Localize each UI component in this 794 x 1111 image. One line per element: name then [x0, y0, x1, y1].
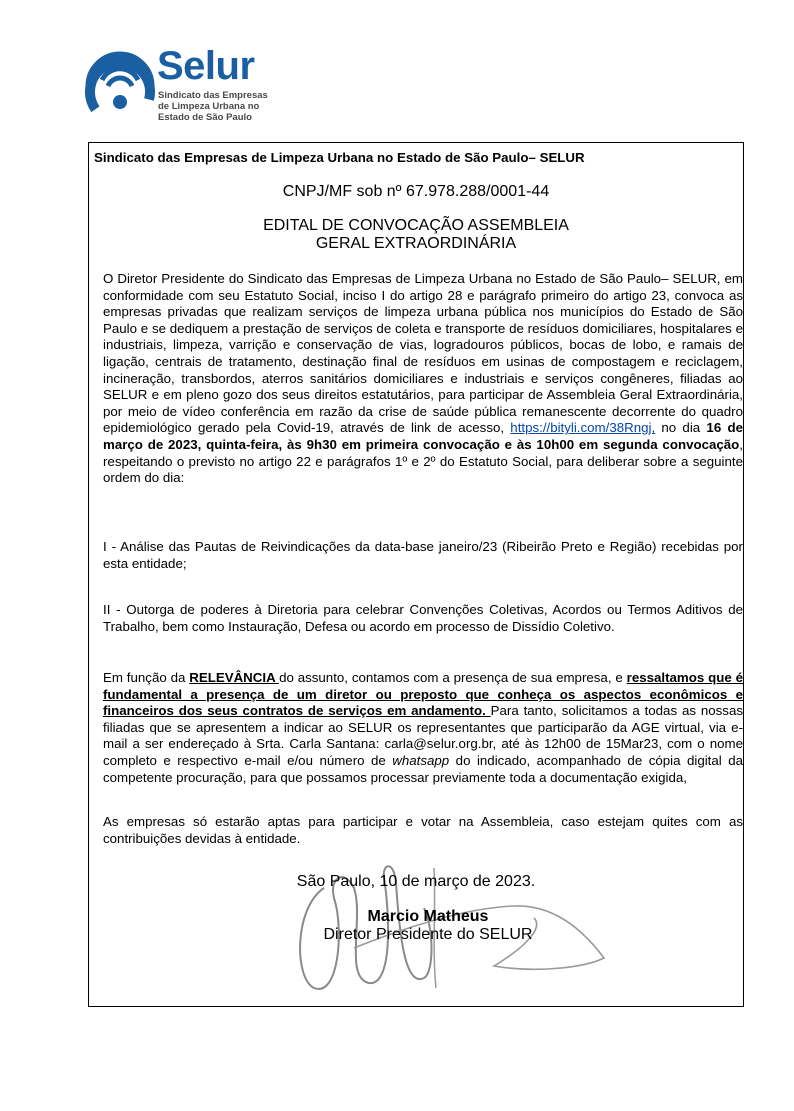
- relevance-text: Para tanto, solicitamos a todas as nossas filiadas que se apresentem a indicar ao SELUR os representantes que participarão da AGE virtual, via e-mail a ser endereçado à Srta. Carla Santana: carla@selur.org.br, até às 12h00 de 15Mar23, com o nome completo e respectivo e-mail e/ou número de: [103, 703, 743, 768]
- cnpj-line: CNPJ/MF sob nº 67.978.288/0001-44: [282, 183, 550, 200]
- logo-tagline-line: Sindicato das Empresas: [158, 90, 268, 101]
- relevance-text: do assunto, contamos com a presença de sua empresa, e: [279, 670, 627, 685]
- agenda-item-2: II - Outorga de poderes à Diretoria para celebrar Convenções Coletivas, Acordos ou Termos Aditivos de Trabalho, bem como Instauração, Defesa ou acordo em processo de Dissídio Coletivo.: [103, 602, 743, 634]
- meeting-date: 16 de março de 2023, quinta-feira, às 9h30 em primeira convocação e às 10h00 em segunda convocação: [103, 420, 743, 452]
- intro-text: , respeitando o previsto no artigo 22 e parágrafos 1º e 2º do Estatuto Social, para deliberar sobre a seguinte ordem do dia:: [103, 436, 743, 486]
- notice-title-line: EDITAL DE CONVOCAÇÃO ASSEMBLEIA: [263, 217, 569, 234]
- relevance-emphasis: RELEVÂNCIA: [189, 670, 280, 685]
- relevance-text: do indicado, acompanhado de cópia digital da competente procuração, para que possamos processar previamente toda a documentação exigida,: [103, 752, 743, 785]
- signer-name: Marcio Matheus: [367, 908, 489, 925]
- intro-text: no dia: [655, 420, 707, 436]
- intro-paragraph: [103, 271, 743, 487]
- notice-frame: [88, 142, 744, 1007]
- notice-title-line: GERAL EXTRAORDINÁRIA: [315, 235, 517, 252]
- whatsapp-term: whatsapp: [392, 752, 450, 768]
- relevance-requirement: ressaltamos que é fundamental a presença de um diretor ou preposto que conheça os aspectos econômicos e financeiros dos seus contratos de serviços em andamento.: [103, 670, 744, 719]
- relevance-paragraph: [103, 670, 743, 786]
- logo-wordmark: Selur: [157, 44, 255, 88]
- notice-title: [89, 217, 743, 253]
- agenda-item-1: I - Análise das Pautas de Reivindicações da data-base janeiro/23 (Ribeirão Preto e Região) recebidas por esta entidade;: [103, 539, 743, 571]
- selur-logo-icon: [84, 42, 156, 128]
- logo-tagline: [158, 90, 268, 123]
- logo-tagline-line: Estado de São Paulo: [158, 112, 252, 123]
- closing-paragraph: As empresas só estarão aptas para participar e votar na Assembleia, caso estejam quites com as contribuições devidas à entidade.: [103, 814, 743, 846]
- signer-role: Diretor Presidente do SELUR: [323, 926, 533, 943]
- document-heading: Sindicato das Empresas de Limpeza Urbana no Estado de São Paulo– SELUR: [94, 150, 585, 165]
- meeting-link[interactable]: https://bityli.com/38Rngj,: [510, 420, 656, 436]
- selur-logo: [84, 42, 284, 128]
- signature-date: São Paulo, 10 de março de 2023.: [296, 873, 536, 890]
- logo-tagline-line: de Limpeza Urbana no: [158, 101, 260, 112]
- intro-text: O Diretor Presidente do Sindicato das Empresas de Limpeza Urbana no Estado de São Paulo– SELUR, em conformidade com seu Estatuto Social, inciso I do artigo 28 e parágrafo primeiro do artigo 23, convoca as empresas privadas que realizam serviços de limpeza urbana pública nos municípios do Estado de São Paulo e se dediquem a prestação de serviços de coleta e transporte de resíduos domiciliares, hospitalares e industriais, limpeza, varrição e conservação de vias, logradouros públicos, bocas de lobo, e ramais de ligação, centrais de tratamento, destinação final de resíduos em usinas de compostagem e reciclagem, incineração, transbordos, aterros sanitários domiciliares e industriais e serviços congêneres, filiadas ao SELUR e em pleno gozo dos seus direitos estatutários, para participar de Assembleia Geral Extraordinária, por meio de vídeo conferência em razão da crise de saúde pública remanescente decorrente do quadro epidemiológico gerado pela Covid-19, através de link de acesso,: [103, 271, 743, 436]
- relevance-text: Em função da: [103, 670, 190, 685]
